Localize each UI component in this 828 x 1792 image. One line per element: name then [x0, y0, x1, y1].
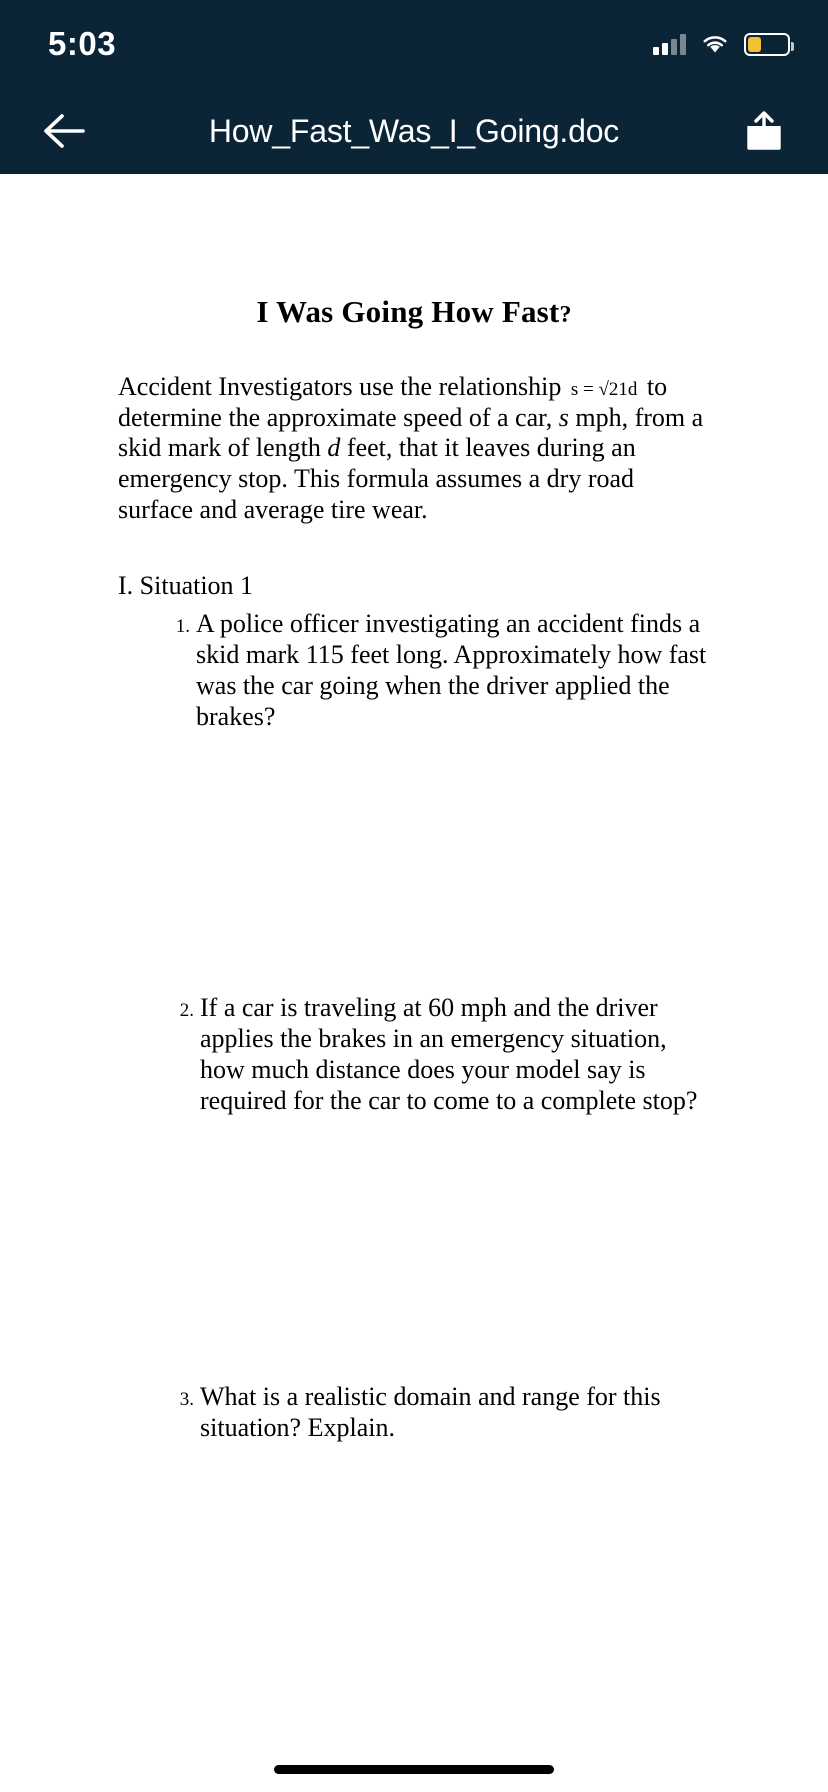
battery-low-icon	[744, 33, 790, 56]
status-time: 5:03	[48, 25, 117, 62]
heading-main-text: I Was Going How Fast	[256, 294, 560, 329]
list-item	[170, 1382, 710, 1444]
question-text-1: A police officer investigating an accident finds a skid mark 115 feet long. Approximately how fast was the car going when the driver applied the brakes?	[196, 609, 707, 732]
question-block-2	[118, 993, 710, 1117]
home-indicator[interactable]	[274, 1765, 554, 1774]
intro-text-after-3: feet, that it leaves during an emergency stop. This formula assumes a dry road surface and average tire wear.	[118, 433, 636, 524]
list-item	[166, 609, 710, 733]
share-button[interactable]	[734, 101, 794, 161]
question-block-1	[118, 609, 710, 733]
status-indicators	[653, 33, 790, 56]
intro-paragraph	[118, 372, 710, 525]
cellular-signal-icon	[653, 33, 686, 55]
variable-d: d	[327, 433, 341, 463]
back-arrow-icon	[42, 113, 86, 149]
question-number-2: 2.	[179, 1000, 194, 1022]
question-text-2: If a car is traveling at 60 mph and the driver applies the brakes in an emergency situation, how much distance does your model say is required for the car to come to a complete stop?	[200, 993, 698, 1115]
speed-formula: s = √21d	[570, 379, 638, 400]
share-icon	[741, 109, 787, 153]
list-item	[170, 993, 710, 1117]
question-block-3	[118, 1382, 710, 1444]
document-page[interactable]	[0, 174, 828, 1792]
wifi-icon	[700, 33, 730, 55]
answer-space-1	[118, 733, 710, 993]
intro-text-after-2: mph, from a skid mark of length	[118, 402, 704, 463]
variable-s: s	[558, 402, 569, 432]
intro-text-before: Accident Investigators use the relationship	[118, 372, 562, 401]
intro-text-after-1: to determine the approximate speed of a car,	[118, 372, 668, 432]
heading-question-mark: ?	[559, 302, 572, 328]
document-toolbar	[0, 88, 828, 174]
section-label-situation-1: I. Situation 1	[118, 571, 254, 601]
status-bar	[0, 0, 828, 88]
answer-space-2	[118, 1117, 710, 1382]
document-body	[0, 174, 828, 1444]
question-text-3: What is a realistic domain and range for this situation? Explain.	[200, 1381, 661, 1442]
back-button[interactable]	[34, 101, 94, 161]
document-heading	[118, 294, 710, 330]
question-number-3: 3.	[179, 1388, 194, 1410]
question-number-1: 1.	[175, 616, 190, 638]
page-title: How_Fast_Was_I_Going.doc	[208, 112, 620, 149]
